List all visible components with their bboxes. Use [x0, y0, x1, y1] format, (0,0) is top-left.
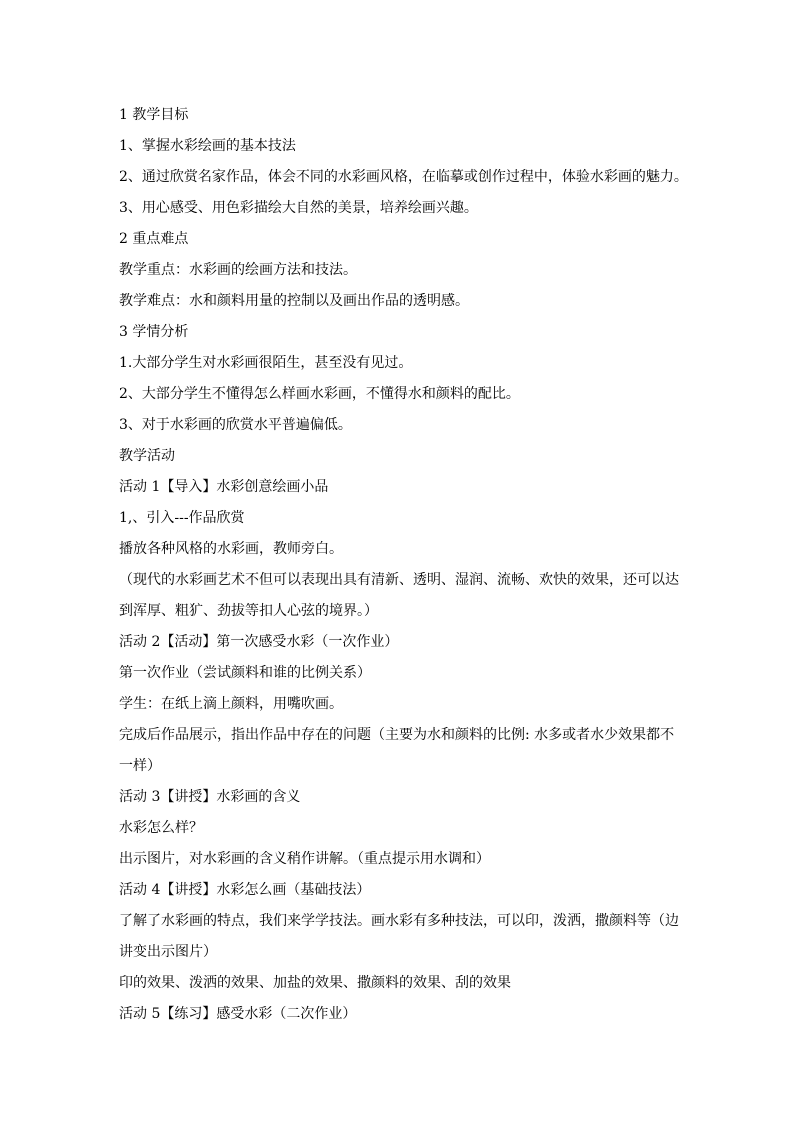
activity-4-text-line-2: 讲变出示图片）: [119, 944, 217, 960]
heading-student-analysis: 3 学情分析: [119, 324, 189, 340]
activity-4-effects: 印的效果、泼洒的效果、加盐的效果、撒颜料的效果、刮的效果: [119, 975, 511, 991]
heading-teaching-activities: 教学活动: [119, 448, 175, 464]
analysis-item-2: 2、大部分学生不懂得怎么样画水彩画，不懂得水和颜料的配比。: [119, 386, 520, 402]
goal-item-1: 1、掌握水彩绘画的基本技法: [119, 138, 296, 154]
activity-1-note-line-1: （现代的水彩画艺术不但可以表现出具有清新、透明、湿润、流畅、欢快的效果，还可以达: [119, 572, 679, 588]
activity-1-note-line-2: 到浑厚、粗犷、劲拔等扣人心弦的境界。）: [119, 603, 378, 619]
activity-5-title: 活动 5【练习】感受水彩（二次作业）: [119, 1006, 357, 1022]
activity-4-title: 活动 4【讲授】水彩怎么画（基础技法）: [119, 882, 371, 898]
difficult-point: 教学难点：水和颜料用量的控制以及画出作品的透明感。: [119, 293, 469, 309]
heading-teaching-goals: 1 教学目标: [119, 107, 189, 123]
activity-3-text: 出示图片，对水彩画的含义稍作讲解。（重点提示用水调和）: [119, 851, 490, 867]
activity-4-text-line-1: 了解了水彩画的特点，我们来学学技法。画水彩有多种技法，可以印，泼洒，撒颜料等（边: [119, 913, 679, 929]
analysis-item-3: 3、对于水彩画的欣赏水平普遍偏低。: [119, 417, 352, 433]
activity-2-title: 活动 2【活动】第一次感受水彩（一次作业）: [119, 634, 399, 650]
key-point: 教学重点：水彩画的绘画方法和技法。: [119, 262, 357, 278]
analysis-item-1: 1.大部分学生对水彩画很陌生，甚至没有见过。: [119, 355, 413, 371]
goal-item-3: 3、用心感受、用色彩描绘大自然的美景，培养绘画兴趣。: [119, 200, 478, 216]
activity-3-title: 活动 3【讲授】水彩画的含义: [119, 789, 301, 805]
activity-2-student: 学生：在纸上滴上颜料，用嘴吹画。: [119, 696, 343, 712]
activity-1-text: 播放各种风格的水彩画，教师旁白。: [119, 541, 343, 557]
activity-1-title: 活动 1【导入】水彩创意绘画小品: [119, 479, 329, 495]
activity-2-review-line-1: 完成后作品展示，指出作品中存在的问题（主要为水和颜料的比例: 水多或者水少效果都不: [119, 727, 675, 743]
activity-3-question: 水彩怎么样？: [119, 820, 203, 836]
activity-2-review-line-2: 一样）: [119, 758, 161, 774]
activity-2-task: 第一次作业（尝试颜料和谁的比例关系）: [119, 665, 371, 681]
heading-key-points: 2 重点难点: [119, 231, 189, 247]
activity-1-step: 1,、引入---作品欣赏: [119, 510, 245, 526]
document-body: [119, 100, 688, 1030]
goal-item-2: 2、通过欣赏名家作品，体会不同的水彩画风格，在临摹或创作过程中，体验水彩画的魅力。: [119, 169, 688, 185]
